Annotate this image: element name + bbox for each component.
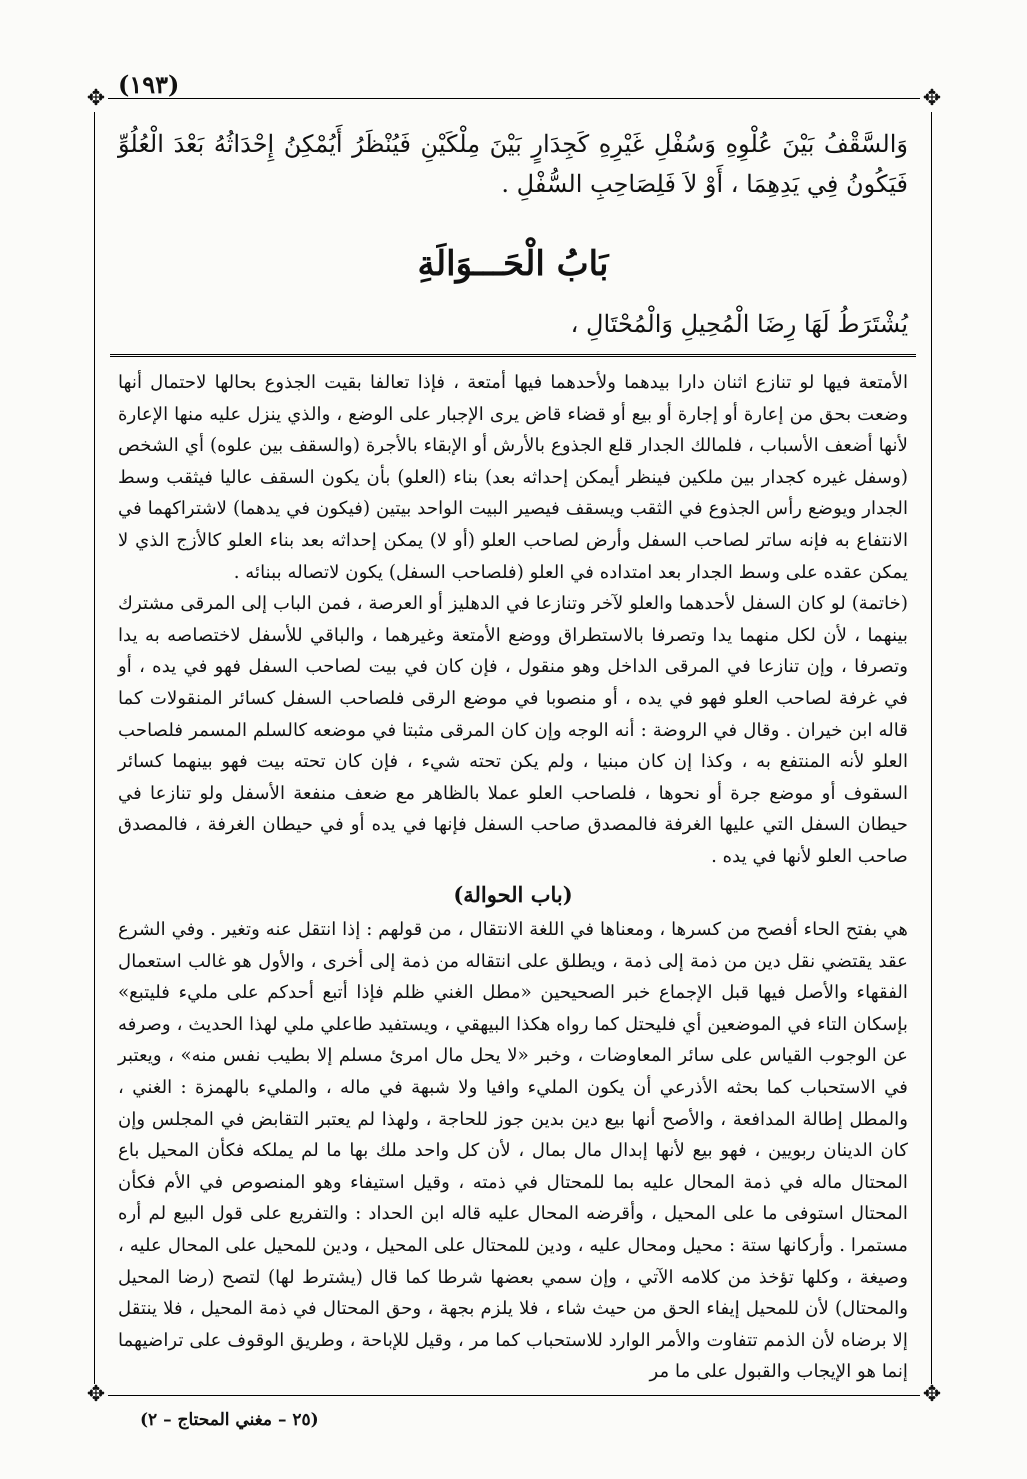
commentary (118, 367, 908, 1388)
chapter-text: يُشْتَرَطُ لَهَا رِضَا الْمُحِيلِ وَالْمُحْتَالِ ، (570, 310, 908, 338)
matn-intro: وَالسَّقْفُ بَيْنَ عُلْوِهِ وَسُفْلِ غَيْرِهِ كَجِدَارٍ بَيْنَ مِلْكَيْنِ فَيُنْظَرُ أَيُمْكِنُ إِحْدَاثُهُ بَعْدَ الْعُلُوِّ فَيَكُونُ فِي يَدِهِمَا ، أَوْ لاَ فَلِصَاحِبِ السُّفْلِ . (118, 130, 908, 198)
corner-ornament-icon: ✥ (920, 88, 944, 112)
chapter-title: بَابُ الْحَـــوَالَةِ (417, 244, 609, 284)
commentary-paragraph: الأمتعة فيها لو تنازع اثنان دارا بيدهما ولأحدهما فيها أمتعة ، فإذا تعالفا بقيت الجذوع بحالها لاحتمال أنها وضعت بحق من إعارة أو إجارة أو بيع أو قضاء قاض يرى الإجبار على الوضع ، والذي ينزل عليه منها الإعارة لأنها أضعف الأسباب ، فلمالك الجدار قلع الجذوع بالأرش أو الإبقاء بالأجرة (والسقف بين علوه) أي الشخص (وسفل غيره كجدار بين ملكين فينظر أيمكن إحداثه بعد) بناء (العلو) بأن يكون السقف عاليا فيثقب وسط الجدار ويوضع رأس الجذوع في الثقب ويسقف فيصير البيت الواحد بيتين (فيكون في يدهما) لاشتراكهما في الانتفاع به فإنه ساتر لصاحب السفل وأرض لصاحب العلو (أو لا) يمكن إحداثه بعد بناء العلو كالأزج الذي لا يمكن عقده على وسط الجدار بعد امتداده في العلو (فلصاحب السفل) يكون لاتصاله ببنائه . (118, 372, 908, 583)
page-footer: (٢٥ – مغني المحتاج – ٢) (140, 1410, 319, 1430)
corner-ornament-icon: ✥ (920, 1384, 944, 1408)
commentary-paragraph: (خاتمة) لو كان السفل لأحدهما والعلو لآخر وتنازعا في الدهليز أو العرصة ، فمن الباب إلى المرقى مشترك بينهما ، لأن لكل منهما يدا وتصرفا بالاستطراق ووضع الأمتعة وغيرهما ، والباقي للأسفل لاختصاصه به يدا وتصرفا ، وإن تنازعا في المرقى الداخل وهو منقول ، فإن كان في بيت لصاحب السفل فهو في يده ، أو في غرفة لصاحب العلو فهو في يده ، أو منصوبا في موضع الرقى فلصاحب السفل كسائر المنقولات كما قاله ابن خيران . وقال في الروضة : أنه الوجه وإن كان المرقى مثبتا في موضعه كالسلم المسمر فلصاحب العلو لأنه المنتفع به ، وكذا إن كان مبنيا ، ولم يكن تحته شيء ، فإن كان تحته بيت فهو بينهما كسائر السقوف أو موضع جرة أو نحوها ، فلصاحب العلو عملا بالظاهر مع ضعف منفعة الأسفل ولو تنازعا في حيطان السفل التي عليها الغرفة فالمصدق صاحب السفل فإنها في يده أو في حيطان الغرفة ، فالمصدق صاحب العلو لأنها في يده . (118, 593, 908, 867)
page-number: (١٩٣) (118, 70, 180, 99)
commentary-paragraph: هي بفتح الحاء أفصح من كسرها ، ومعناها في اللغة الانتقال ، من قولهم : إذا انتقل عنه وتغير . وفي الشرع عقد يقتضي نقل دين من ذمة إلى ذمة ، ويطلق على انتقاله من ذمة إلى أخرى ، والأول هو غالب استعمال الفقهاء والأصل فيها قبل الإجماع خبر الصحيحين «مطل الغني ظلم فإذا أتبع أحدكم على مليء فليتبع» بإسكان التاء في الموضعين أي فليحتل كما رواه هكذا البيهقي ، ويستفيد طاعلي ملي لهذا الحديث ، وصرفه عن الوجوب القياس على سائر المعاوضات ، وخبر «لا يحل مال امرئ مسلم إلا بطيب نفس منه» ، ويعتبر في الاستحباب كما بحثه الأذرعي أن يكون المليء وافيا ولا شبهة في ماله ، والمليء بالهمزة : الغني ، والمطل إطالة المدافعة ، والأصح أنها بيع دين بدين جوز للحاجة ، ولهذا لم يعتبر التقابض في المجلس وإن كان الدينان ربويين ، فهو بيع لأنها إبدال مال بمال ، لأن كل واحد ملك بها ما لم يملكه فكأن المحيل باع المحتال ماله في ذمة المحال عليه بما للمحتال في ذمته ، وقيل استيفاء وهو المنصوص في الأم فكأن المحتال استوفى ما على المحيل ، وأقرضه المحال عليه قاله ابن الحداد : والتفريع على قول البيع لم أره مستمرا . وأركانها ستة : محيل ومحال عليه ، ودين للمحتال على المحيل ، ودين للمحيل على المحال عليه ، وصيغة ، وكلها تؤخذ من كلامه الآتي ، وإن سمي بعضها شرطا كما قال (يشترط لها) لتصح (رضا المحيل والمحتال) لأن للمحيل إيفاء الحق من حيث شاء ، فلا يلزم بجهة ، وحق المحتال في ذمة المحيل ، فلا ينتقل إلا برضاه لأن الذمم تتفاوت والأمر الوارد للاستحباب كما مر ، وقيل للإباحة ، وطريق الوقوف على تراضيهما إنما هو الإيجاب والقبول على ما مر (118, 919, 908, 1383)
commentary-subheading: (باب الحوالة) (453, 881, 573, 907)
corner-ornament-icon: ✥ (84, 88, 108, 112)
section-divider (110, 354, 916, 357)
page-content (110, 110, 916, 1388)
corner-ornament-icon: ✥ (84, 1384, 108, 1408)
